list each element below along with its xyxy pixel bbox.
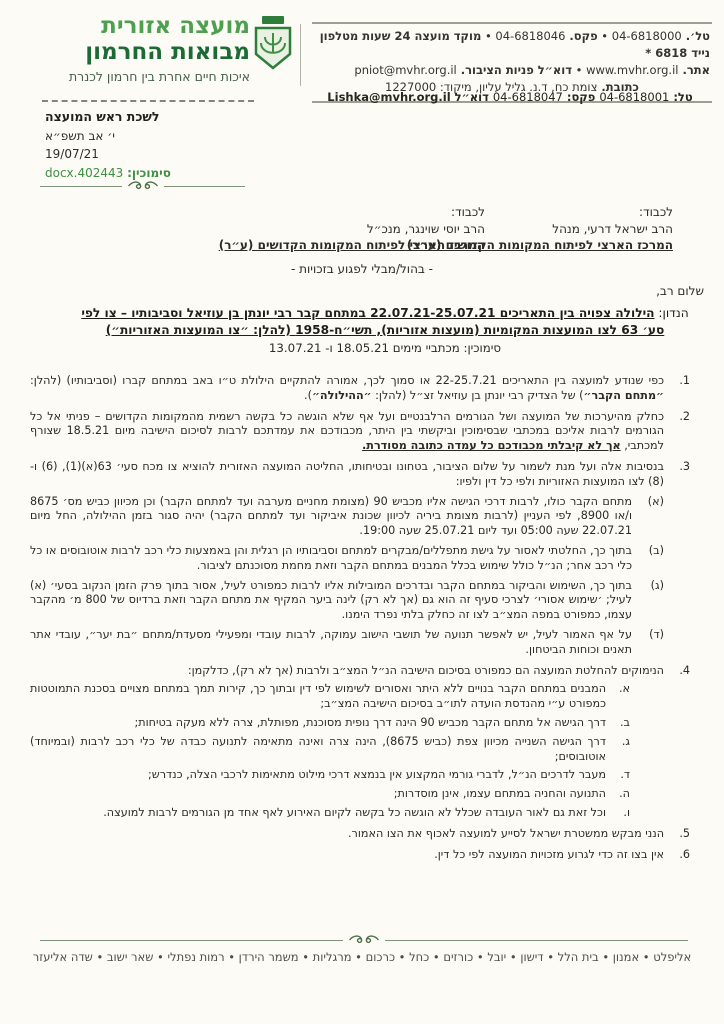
sub-item-text: מתחם הקבר כולו, לרבות דרכי הגישה אליו מכביש 90 (מצומת מחניים מערבה ועד למתחם הקבר) וכן מכיוון כביש מס׳ 8675 ו/או 8900, לפי העניין (לרבות מצומת ביריה לכיוון שכונת איביקור ועד למתחם הקבר) יהיה סגור בזמן ההילולה, החל מיום 22.07.21 שעה 05:00 ועד ליום 25.07.21 שעה 19:00. [30, 494, 632, 538]
sub-item-marker: (ב) [648, 543, 664, 557]
letter-date: 19/07/21 [45, 147, 99, 161]
reason-marker: ד. [620, 768, 630, 782]
reference-label: סימוכין: [127, 165, 171, 180]
reason-marker: ג. [621, 734, 630, 748]
reason-item-2 [30, 716, 630, 731]
letter-body [30, 374, 690, 930]
item-text: בנסיבות אלה ועל מנת לשמור על שלום הציבור, בטחונו ובטיחותו, החליטה המועצה האזורית להוציא צו מכח סעי׳ 63(א)(1), (6) ו- (8) לצו המועצות האזוריות ולפי כל דין ולפיו: [30, 459, 664, 488]
recipient-name: הרב יוסי שוינגר, מנכ״ל [366, 221, 485, 236]
contact-web-line: אתר. www.mvhr.org.il • דוא״ל פניות הציבור. pniot@mvhr.org.il [354, 63, 710, 77]
reason-text: וכל זאת גם לאור העובדה שכלל לא הוגשה כל בקשה לקיום האירוע לאף אחד מן הגורמים לרבות למועצה. [103, 805, 606, 819]
item-number: 1. [679, 374, 690, 387]
item-text: כפי שנודע למועצה בין התאריכים 22-25.7.21 או סמוך לכך, אמורה להתקיים הילולת ט״ו באב במתחם קברו (וסביבותיו) (להלן: ״מתחם הקבר״) של הצדיק רבי יונתן בן עוזיאל זצ״ל (להלן: ״ההילולה״). [30, 374, 664, 402]
header-divider-vertical [300, 24, 301, 86]
sub-item-c [30, 579, 664, 623]
list-item-2 [30, 410, 690, 454]
council-name-line1: מועצה אזורית [101, 13, 250, 39]
recipient-org: המרכז הארצי לפיתוח המקומות הקדושים (ע״ר) [218, 238, 485, 252]
reason-text: דרך הגישה אל מתחם הקבר מכביש 90 הינה דרך נופית מסוכנת, מפותלת, צרה ללא מעקה בטיחות; [134, 715, 606, 729]
reason-item-3 [30, 735, 630, 765]
hebrew-date: י׳ אב תשפ״א [45, 128, 115, 143]
list-item-5 [30, 827, 690, 842]
office-block [45, 108, 171, 182]
reason-item-4 [30, 768, 630, 783]
reason-marker: ב. [619, 715, 630, 729]
recipient-block-2 [219, 204, 485, 254]
reason-marker: א. [618, 682, 630, 696]
swirl-ornament-icon [126, 180, 160, 192]
greeting: שלום רב, [656, 284, 704, 298]
item-number: 3. [679, 459, 690, 473]
sub-item-b [30, 544, 664, 574]
item-number: 5. [679, 826, 690, 840]
item-text: הנימוקים להחלטת המועצה הם כמפורט בסיכום הישיבה הנ״ל המצ״ב ולרבות (אך לא רק), כדלקמן: [187, 663, 664, 677]
item-number: 2. [679, 409, 690, 423]
reason-item-1 [30, 682, 630, 712]
reason-text: דרך הגישה השנייה מכיוון צפת (כביש 8675), הינה צרה ואינה מתאימה לתנועה כבדה של כלי רכב לרבות (ובמיוחד) אוטובוסים; [30, 734, 606, 763]
sub-item-text: בתוך כך, השימוש והביקור במתחם הקבר ובדרכים המובילות אליו לרבות כמפורט לעיל, אסור בתוך פרק הזמן הנקוב בסעי׳ (א) לעיל; ׳שימוש אסורי׳ לצרכי סעיף זה הוא גם (אך לא רק) לינה ביער המקיף את מתחם הקבר וזאת ברדיוס של 800 מ׳ מהקבר עצמו, כמפורט במפה המצ״ב לצו זה כחלק בלתי נפרד הימנו. [30, 578, 632, 622]
item-number: 4. [679, 663, 690, 677]
settlements-list: אליפלט • אמנון • בית הלל • דישון • יובל • כורזים • כחל • כרכום • מרגליות • משמר הירדן • רמות נפתלי • שאר ישוב • שדה אליעזר [32, 950, 692, 964]
reason-item-5 [30, 787, 630, 802]
subject-block [70, 305, 700, 357]
sub-item-marker: (ד) [649, 627, 664, 641]
item-number: 6. [679, 847, 690, 861]
recipient-org: המרכז הארצי לפיתוח המקומות הקדושים (ע״ר) [406, 238, 673, 252]
reason-text: התנועה והחניה במתחם עצמו, אינן מוסדרות; [393, 787, 606, 801]
council-name-line2: מבואות החרמון [85, 39, 250, 65]
subject-label: הנדון: [654, 306, 689, 320]
recipient-to: לכבוד: [451, 205, 485, 219]
reference-value: docx.402443 [45, 165, 124, 180]
sub-item-d [30, 628, 664, 658]
recipient-name: הרב ישראל דרעי, מנהל [552, 221, 673, 236]
recipient-to: לכבוד: [639, 205, 673, 219]
ornament-divider-top [40, 180, 245, 192]
list-item-1 [30, 374, 690, 404]
council-logo [40, 14, 250, 84]
item-text: הנני מבקש ממשטרת ישראל לסייע למועצה לאכוף את הצו האמור. [348, 826, 664, 840]
swirl-ornament-icon [347, 934, 381, 946]
contact-address-line: כתובת. צומת כח, ד.נ. גליל עליון, מיקוד: 1227000 [385, 80, 639, 94]
urgent-note: - בהול/מבלי לפגוע בזכויות - [290, 262, 433, 276]
bureau-contact-line: טל: 04-6818001 פקס: 04-6818047 דוא״ל Lishka@mvhr.org.il [327, 90, 693, 104]
dashed-divider [42, 100, 254, 102]
council-tagline: איכות חיים אחרת בין חרמון לכנרת [68, 69, 250, 84]
sub-item-text: על אף האמור לעיל, יש לאפשר תנועה של תושבי הישוב עמוקה, לרבות עובדי ומפעילי מסעדת/מתחם ״בת יער״, עובדי אתר תאנים וכוחות הביטחון. [30, 627, 632, 656]
office-title: לשכת ראש המועצה [45, 109, 160, 124]
sub-item-a [30, 495, 664, 539]
subject-reference: סימוכין: מכתביי מימים 18.05.21 ו- 13.07.21 [268, 341, 502, 355]
list-item-3 [30, 460, 690, 658]
item-text: כחלק מהיערכות של המועצה ושל הגורמים הרלבנטיים ועל אף שלא הוגשה כל בקשה רשמית מהמקומות הקדושים – פניתי אל כל הגורמים לרבות אליכם במכתבי שבסימוכין וביקשתי בין היתר, מכבודכם את עמדתכם לרבות לסיכום הישיבה מיום 18.5.21 שצורף למכתבי, אך לא קיבלתי מכבודכם כל עמדה כתובה מסודרת. [30, 409, 664, 453]
item-text: אין בצו זה כדי לגרוע מזכויות המועצה לפי כל דין. [434, 847, 664, 861]
sub-item-marker: (א) [647, 494, 664, 508]
reason-marker: ו. [623, 805, 630, 819]
council-emblem-icon [252, 15, 294, 71]
list-item-6 [30, 848, 690, 863]
list-item-4 [30, 664, 690, 821]
reason-item-6 [30, 806, 630, 821]
contact-phone-line: טל׳. 04-6818000 • פקס. 04-6818046 • מוקד מועצה 24 שעות מטלפון נייד 6818 * [319, 29, 710, 60]
reason-text: מעבר לדרכים הנ״ל, לדברי גורמי המקצוע אין בנמצא דרכי מילוט מתאימות לרכבי הצלה, כנדרש; [148, 768, 606, 782]
subject-text: הילולה צפויה בין התאריכים 22.07.21-25.07.21 במתחם קבר רבי יונתן בן עוזיאל וסביבותיו – צו לפי סע׳ 63 לצו המועצות המקומיות (מועצות אזוריות), תשי״ח-1958 (להלן: ״צו המועצות האזוריות״) [81, 306, 665, 337]
reason-marker: ה. [619, 787, 630, 801]
sub-item-marker: (ג) [650, 578, 664, 592]
reason-text: המבנים במתחם הקבר בנויים ללא היתר ואסורים לשימוש לפי דין ובתוך כך, קירות תמך במתחם מצויים בסכנת התמוטטות כמפורט ע״י מהנדסת הועדה לתו״ב בסיכום הישיבה המצ״ב; [30, 682, 606, 711]
sub-item-text: בתוך כך, החלטתי לאסור על גישת מתפללים/מבקרים למתחם וסביבותיו הן רגלית והן באמצעות כלי רכב לרבות אוטובוסים או כל כלי רכב אחר; הנ״ל כולל שימוש בכלל המבנים במתחם הקבר וזאת מחמת מסוכנתם לציבור. [30, 543, 632, 572]
ornament-divider-bottom [40, 934, 688, 946]
